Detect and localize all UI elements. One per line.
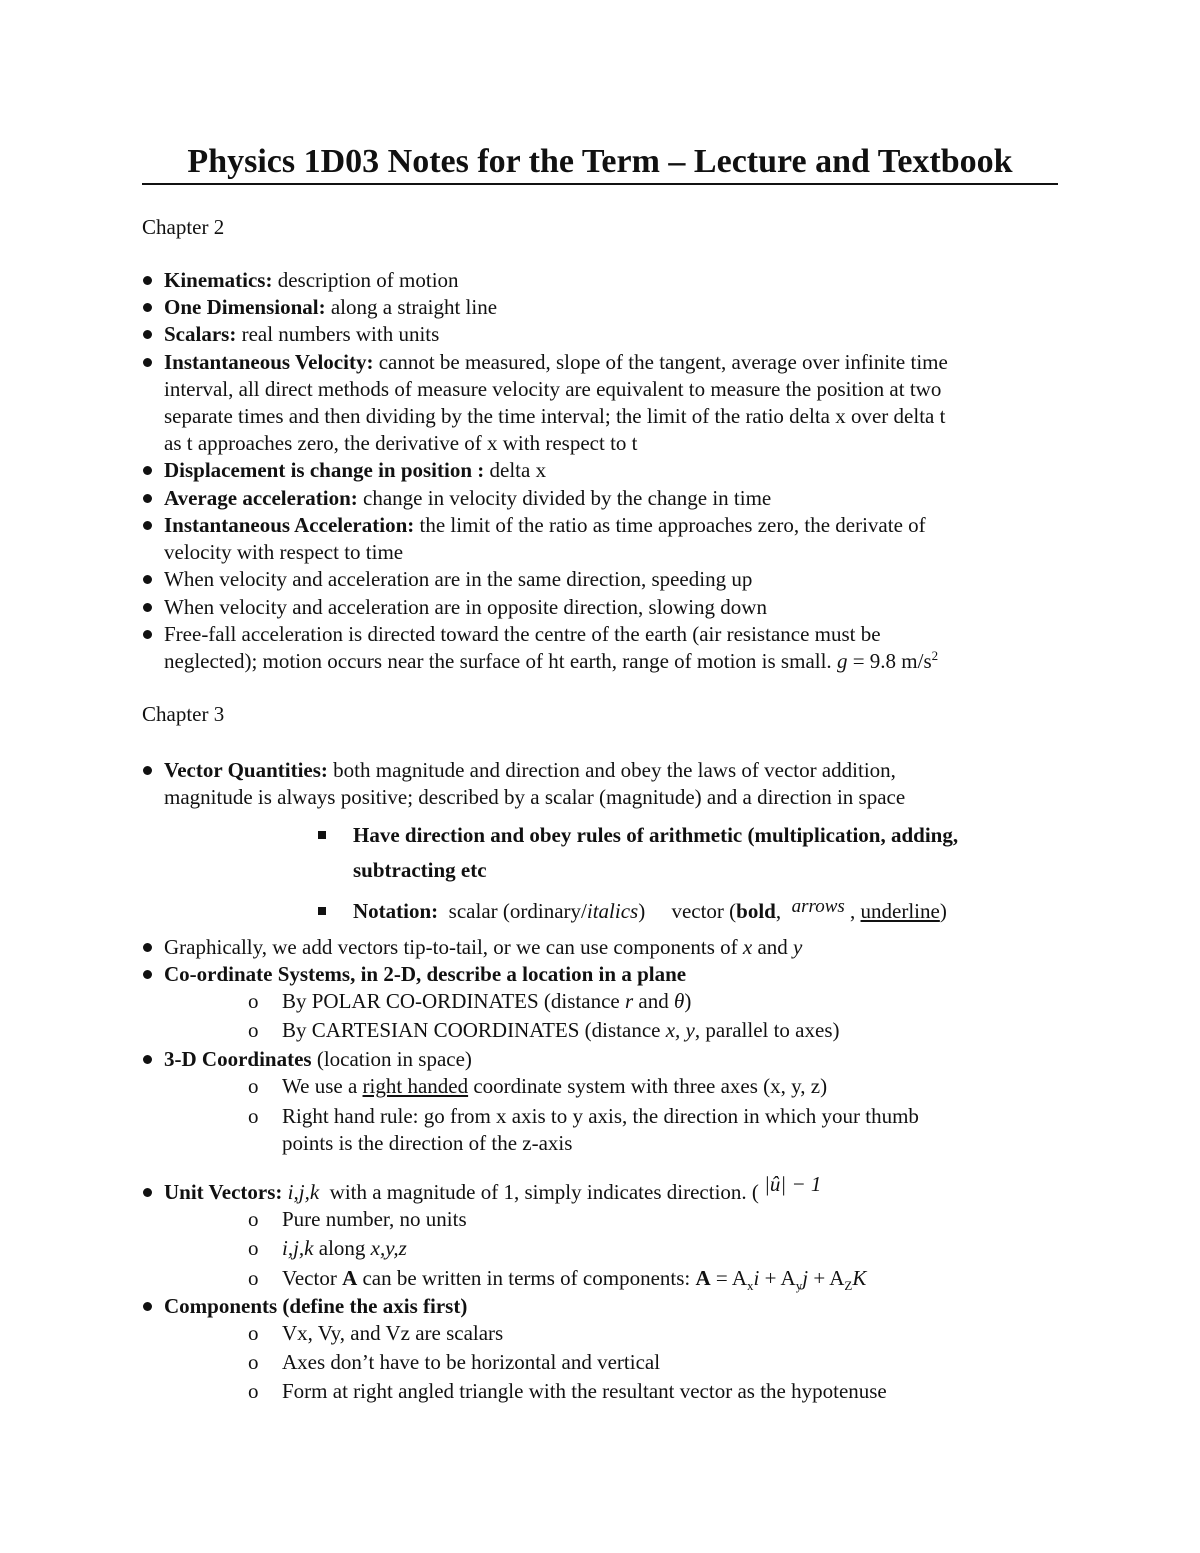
unit-vector-equation: |û| − 1	[764, 1172, 822, 1196]
sub-list-item: Have direction and obey rules of arithmetic (multiplication, adding,	[353, 823, 959, 847]
bullet-icon	[143, 603, 152, 612]
circle-bullet-icon: o	[248, 1379, 259, 1403]
list-item: Components (define the axis first)	[164, 1294, 468, 1318]
bullet-icon	[143, 521, 152, 530]
list-item-continuation: velocity with respect to time	[164, 540, 404, 564]
circle-bullet-icon: o	[248, 1207, 259, 1231]
bullet-icon	[143, 303, 152, 312]
sub-list-item: By POLAR CO-ORDINATES (distance r and θ)	[282, 989, 692, 1013]
sub-list-item: Pure number, no units	[282, 1207, 467, 1231]
circle-bullet-icon: o	[248, 1266, 259, 1290]
circle-bullet-icon: o	[248, 1321, 259, 1345]
circle-bullet-icon: o	[248, 1074, 259, 1098]
sub-list-item: Notation: scalar (ordinary/italics) vector (bold, arrows , underline)	[353, 896, 947, 923]
list-item: Graphically, we add vectors tip-to-tail, or we can use components of x and y	[164, 935, 803, 959]
square-bullet-icon	[318, 907, 326, 915]
circle-bullet-icon: o	[248, 1350, 259, 1374]
chapter-2-heading: Chapter 2	[142, 215, 225, 239]
sub-list-item: Form at right angled triangle with the resultant vector as the hypotenuse	[282, 1379, 887, 1403]
square-bullet-icon	[318, 831, 326, 839]
sub-list-item: i,j,k along x,y,z	[282, 1236, 407, 1260]
list-item: Kinematics: description of motion	[164, 268, 459, 292]
list-item: 3-D Coordinates (location in space)	[164, 1047, 472, 1071]
chapter-3-heading: Chapter 3	[142, 702, 225, 726]
list-item-continuation: interval, all direct methods of measure velocity are equivalent to measure the position at two	[164, 377, 942, 401]
bullet-icon	[143, 766, 152, 775]
bullet-icon	[143, 466, 152, 475]
list-item: Unit Vectors: i,j,k with a magnitude of 1, simply indicates direction. ( |û| − 1	[164, 1172, 822, 1204]
list-item: Instantaneous Velocity: cannot be measured, slope of the tangent, average over infinite time	[164, 350, 948, 374]
list-item: Scalars: real numbers with units	[164, 322, 440, 346]
list-item: Displacement is change in position : delta x	[164, 458, 547, 482]
list-item-continuation: magnitude is always positive; described by a scalar (magnitude) and a direction in space	[164, 785, 906, 809]
list-item: Instantaneous Acceleration: the limit of the ratio as time approaches zero, the derivate of	[164, 513, 926, 537]
bullet-icon	[143, 330, 152, 339]
bullet-icon	[143, 276, 152, 285]
list-item: Vector Quantities: both magnitude and direction and obey the laws of vector addition,	[164, 758, 896, 782]
list-item-continuation: as t approaches zero, the derivative of x with respect to t	[164, 431, 638, 455]
sub-list-item-continuation: points is the direction of the z-axis	[282, 1131, 573, 1155]
sub-list-item: Vector A can be written in terms of components: $A = A_xi + A_yj + A_ZK$	[282, 1266, 867, 1294]
document-title: Physics 1D03 Notes for the Term – Lecture and Textbook	[187, 143, 1013, 180]
circle-bullet-icon: o	[248, 989, 259, 1013]
sub-list-item: We use a right handed coordinate system with three axes (x, y, z)	[282, 1074, 828, 1098]
circle-bullet-icon: o	[248, 1104, 259, 1128]
bullet-icon	[143, 1302, 152, 1311]
circle-bullet-icon: o	[248, 1236, 259, 1260]
list-item: Average acceleration: change in velocity divided by the change in time	[164, 486, 772, 510]
bullet-icon	[143, 970, 152, 979]
circle-bullet-icon: o	[248, 1018, 259, 1042]
sub-list-item: By CARTESIAN COORDINATES (distance x, y, parallel to axes)	[282, 1018, 840, 1042]
bullet-icon	[143, 575, 152, 584]
bullet-icon	[143, 943, 152, 952]
sub-list-item: Right hand rule: go from x axis to y axis, the direction in which your thumb	[282, 1104, 919, 1128]
bullet-icon	[143, 494, 152, 503]
list-item-continuation: separate times and then dividing by the time interval; the limit of the ratio delta x over delta t	[164, 404, 946, 428]
sub-list-item: Vx, Vy, and Vz are scalars	[282, 1321, 504, 1345]
list-item: One Dimensional: along a straight line	[164, 295, 498, 319]
list-item: Free-fall acceleration is directed toward the centre of the earth (air resistance must be	[164, 622, 881, 646]
bullet-icon	[143, 1055, 152, 1064]
list-item: When velocity and acceleration are in opposite direction, slowing down	[164, 595, 767, 619]
list-item: When velocity and acceleration are in the same direction, speeding up	[164, 567, 753, 591]
sub-list-item: Axes don’t have to be horizontal and vertical	[282, 1350, 661, 1374]
title-underline	[142, 183, 1058, 185]
bullet-icon	[143, 1188, 152, 1197]
bullet-icon	[143, 630, 152, 639]
bullet-icon	[143, 358, 152, 367]
sub-list-item-continuation: subtracting etc	[353, 858, 487, 882]
list-item-continuation: neglected); motion occurs near the surface of ht earth, range of motion is small. g = 9.8 $m/s^2$	[164, 648, 939, 673]
list-item: Co-ordinate Systems, in 2-D, describe a location in a plane	[164, 962, 687, 986]
